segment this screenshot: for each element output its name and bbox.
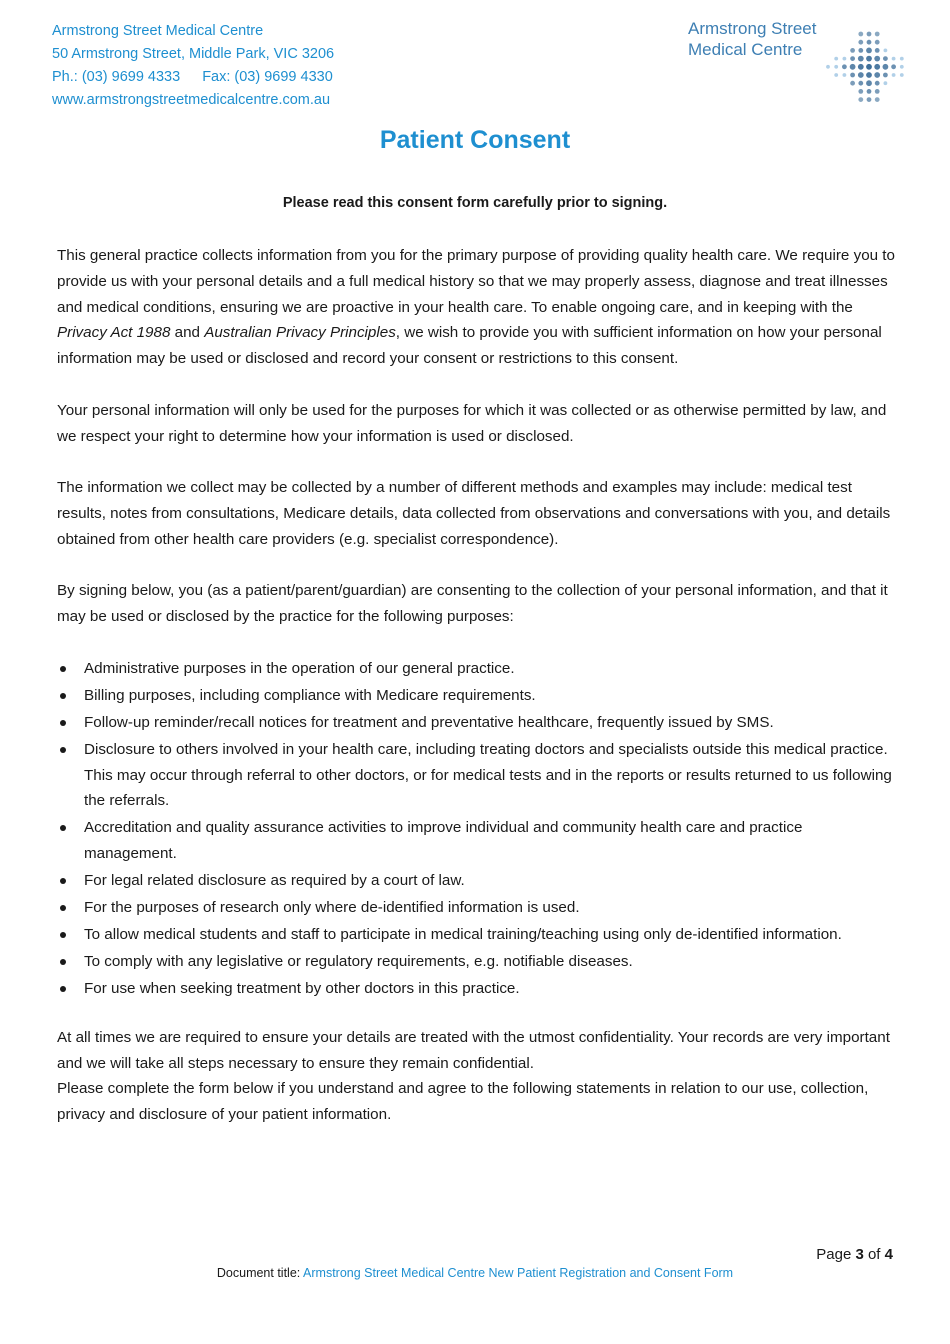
logo-dot <box>858 89 863 94</box>
logo-dot <box>875 40 880 45</box>
logo-dot <box>850 64 856 70</box>
logo-dot <box>842 64 847 69</box>
logo-dot <box>874 72 880 78</box>
practice-address: 50 Armstrong Street, Middle Park, VIC 3206 <box>52 46 335 62</box>
practice-fax: Fax: (03) 9699 4330 <box>202 69 333 85</box>
logo-dots-icon <box>824 30 908 114</box>
logo-dot <box>866 72 872 78</box>
logo-dot <box>883 73 888 78</box>
logo-line-1: Armstrong Street <box>688 19 817 38</box>
privacy-act-ref: Privacy Act 1988 <box>57 324 171 342</box>
form-instruction-paragraph: Please complete the form below if you understand and agree to the following statements in relation to our use, collection, privacy and disclosure of your patient information. <box>57 1080 869 1124</box>
doc-title-label: Document title: <box>216 1266 304 1280</box>
list-item: For use when seeking treatment by other doctors in this practice. <box>57 976 897 1002</box>
logo-dot <box>883 64 889 70</box>
logo-text <box>688 18 817 60</box>
page-number: Page 3 of 4 <box>816 1246 893 1263</box>
document-title-footer <box>0 1266 950 1280</box>
logo-dot <box>875 48 880 53</box>
doc-title-name: Armstrong Street Medical Centre New Patient Registration and Consent Form <box>303 1266 734 1280</box>
logo-dot <box>900 73 904 77</box>
logo-dot <box>858 32 863 37</box>
logo-dot <box>875 81 880 86</box>
collection-methods-paragraph: The information we collect may be collected by a number of different methods and examples may include: medical test results, notes from consultations, Medicare details, data collected from observations and conversations with you, and details obtained from other health care providers (e.g. specialist correspondence). <box>57 479 891 548</box>
consent-statement-paragraph: By signing below, you (as a patient/parent/guardian) are consenting to the collection of your personal information, and that it may be used or disclosed by the practice for the following purposes: <box>57 582 888 626</box>
list-item: Billing purposes, including compliance with Medicare requirements. <box>57 683 897 709</box>
confidentiality-paragraph: At all times we are required to ensure your details are treated with the utmost confidentiality. Your records are very important and we will take all steps necessary to ensure they remain confidential. <box>57 1028 890 1072</box>
logo-dot <box>850 56 855 61</box>
logo-dot <box>883 56 888 61</box>
logo-dot <box>858 97 863 102</box>
list-item: Accreditation and quality assurance activities to improve individual and community health care and practice management. <box>57 815 897 867</box>
usage-paragraph: Your personal information will only be used for the purposes for which it was collected or as otherwise permitted by law, and we respect your right to determine how your information is used or disclosed. <box>57 401 887 445</box>
practice-phone: Ph.: (03) 9699 4333 <box>52 69 181 85</box>
intro-paragraph: This general practice collects information from you for the primary purpose of providing quality health care. We require you to provide us with your personal details and a full medical history so that we may properly assess, diagnose and treat illnesses and medical conditions, ensuring we are proactive in your health care. To enable ongoing care, and in keeping with the Privacy Act 1988 and Australian Privacy Principles, we wish to provide you with sufficient information on how your personal information may be used or disclosed and record your consent or restrictions to this consent. <box>57 247 895 368</box>
list-item: Disclosure to others involved in your health care, including treating doctors and specialists outside this medical practice. This may occur through referral to other doctors, or for medical tests and in the reports or results returned to us following the referrals. <box>57 737 897 814</box>
list-item: Follow-up reminder/recall notices for treatment and preventative healthcare, frequently issued by SMS. <box>57 710 897 736</box>
logo-dot <box>900 57 904 61</box>
practice-website-link[interactable]: www.armstrongstreetmedicalcentre.com.au <box>52 92 331 108</box>
logo-dot <box>874 64 880 70</box>
phone-fax-row <box>52 66 334 89</box>
logo-dot <box>858 48 863 53</box>
practice-logo <box>688 18 908 112</box>
total-pages: 4 <box>884 1246 893 1263</box>
logo-dot <box>892 57 896 61</box>
practice-name: Armstrong Street Medical Centre <box>52 23 264 39</box>
logo-dot <box>858 81 863 86</box>
privacy-principles-ref: Australian Privacy Principles <box>204 324 396 342</box>
logo-dot <box>875 32 880 37</box>
logo-dot <box>858 56 864 62</box>
logo-dot <box>867 97 872 102</box>
current-page: 3 <box>855 1246 864 1263</box>
logo-dot <box>875 97 880 102</box>
logo-dot <box>834 65 838 69</box>
list-item: For the purposes of research only where de-identified information is used. <box>57 895 897 921</box>
logo-dot <box>866 64 872 70</box>
practice-contact-block <box>52 20 334 112</box>
logo-dot <box>850 81 855 86</box>
logo-dot <box>834 57 838 61</box>
logo-dot <box>843 73 847 77</box>
logo-dot <box>826 65 830 69</box>
logo-dot <box>858 64 864 70</box>
logo-line-2: Medical Centre <box>688 40 803 59</box>
logo-dot <box>834 73 838 77</box>
logo-dot <box>874 56 880 62</box>
logo-dot <box>867 89 872 94</box>
logo-dot <box>892 73 896 77</box>
logo-dot <box>875 89 880 94</box>
list-item: To allow medical students and staff to participate in medical training/teaching using only de-identified information. <box>57 922 897 948</box>
purposes-list <box>57 656 897 1002</box>
page-title: Patient Consent <box>379 126 571 154</box>
page-subtitle: Please read this consent form carefully prior to signing. <box>282 195 668 211</box>
logo-dot <box>900 65 904 69</box>
logo-dot <box>867 32 872 37</box>
logo-dot <box>843 57 847 61</box>
logo-dot <box>866 48 872 54</box>
logo-dot <box>858 40 863 45</box>
logo-dot <box>884 49 888 53</box>
consent-body <box>57 243 897 1128</box>
logo-dot <box>884 81 888 85</box>
list-item: For legal related disclosure as required by a court of law. <box>57 868 897 894</box>
list-item: To comply with any legislative or regulatory requirements, e.g. notifiable diseases. <box>57 949 897 975</box>
logo-dot <box>867 40 872 45</box>
logo-dot <box>891 64 896 69</box>
logo-dot <box>850 73 855 78</box>
list-item: Administrative purposes in the operation of our general practice. <box>57 656 897 682</box>
logo-dot <box>866 80 872 86</box>
logo-dot <box>866 56 872 62</box>
logo-dot <box>850 48 855 53</box>
logo-dot <box>858 72 864 78</box>
